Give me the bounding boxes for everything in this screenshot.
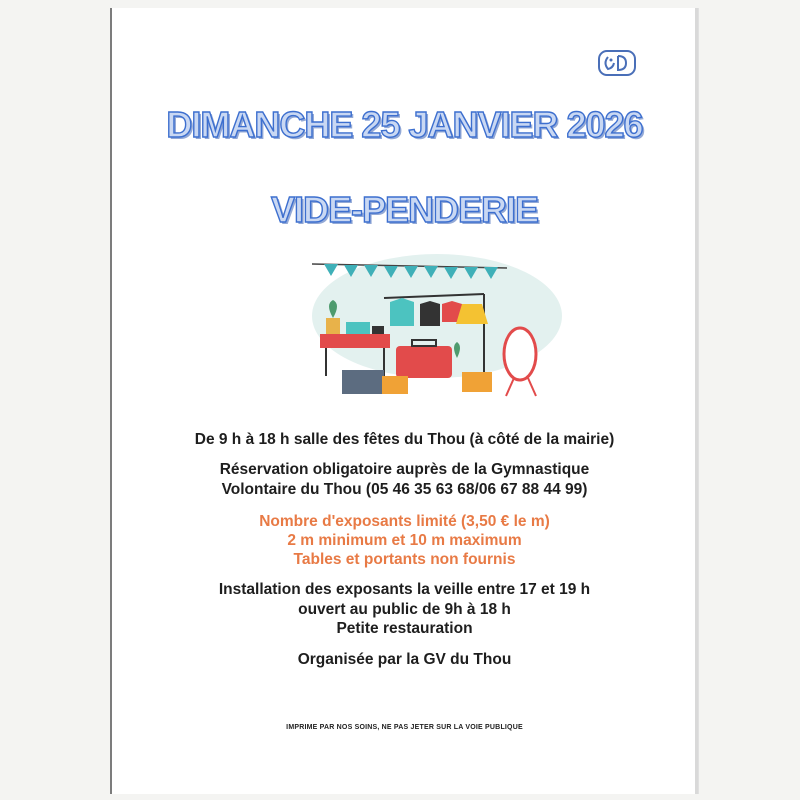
detail-opening-hours: ouvert au public de 9h à 18 h <box>298 601 511 618</box>
organizer-text: Organisée par la GV du Thou <box>297 651 512 668</box>
poster-page <box>110 8 697 794</box>
condition-price: Nombre d'exposants limité (3,50 € le m) <box>259 513 550 530</box>
footer-notice: IMPRIME PAR NOS SOINS, NE PAS JETER SUR LA VOIE PUBLIQUE <box>286 724 523 731</box>
detail-installation: Installation des exposants la veille entre 17 et 19 h <box>218 581 591 598</box>
detail-food: Petite restauration <box>336 620 473 637</box>
page-edge <box>695 8 698 794</box>
clothes-rack-illustration <box>302 246 572 406</box>
condition-equipment: Tables et portants non fournis <box>293 551 516 568</box>
reservation-line-2: Volontaire du Thou (05 46 35 63 68/06 67 88 44 99) <box>221 481 588 498</box>
location-text: De 9 h à 18 h salle des fêtes du Thou (à côté de la mairie) <box>194 431 615 448</box>
condition-length: 2 m minimum et 10 m maximum <box>287 532 522 549</box>
reservation-line-1: Réservation obligatoire auprès de la Gymnastique <box>219 461 590 478</box>
event-date-heading: DIMANCHE 25 JANVIER 2026 <box>166 104 643 145</box>
gv-logo-icon <box>596 48 638 78</box>
event-title-heading: VIDE-PENDERIE <box>270 189 539 230</box>
